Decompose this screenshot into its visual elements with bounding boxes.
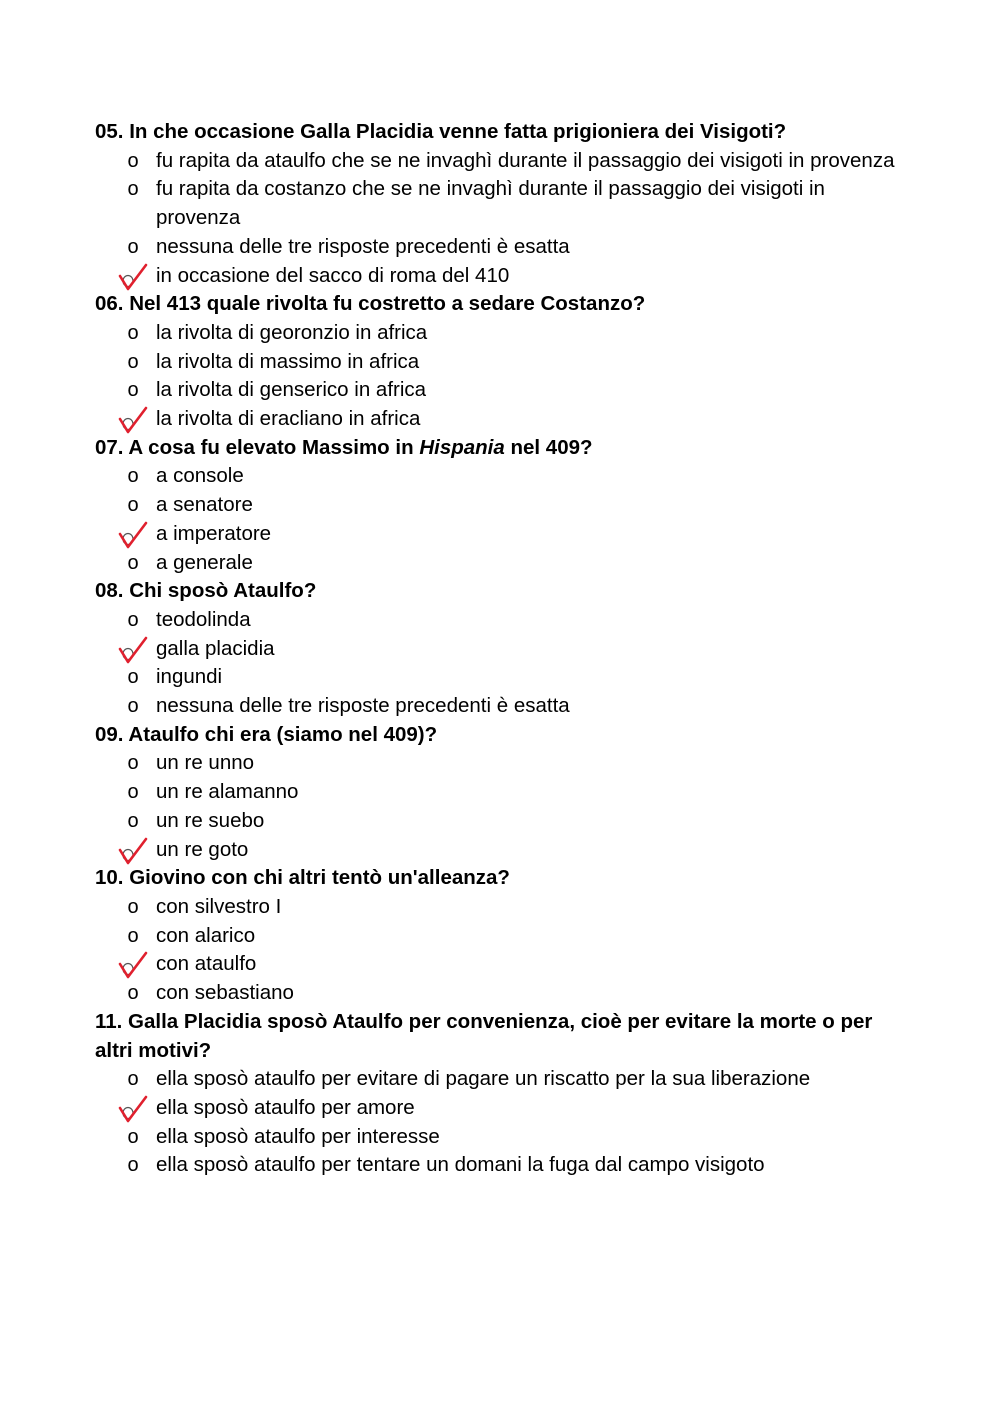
question-title [95,434,895,463]
question-title-part: nel 409? [504,435,593,459]
answer-text: ella sposò ataulfo per tentare un domani la fuga dal campo visigoto [156,1153,765,1177]
circle-bullet-icon: o [127,494,139,517]
answer-text: teodolinda [156,607,251,631]
answer-option [95,462,895,491]
answer-option [95,922,895,951]
question-title: 09. Ataulfo chi era (siamo nel 409)? [95,722,438,746]
answer-option [95,405,895,434]
answer-option [95,950,895,979]
answer-options [95,319,895,434]
check-mark-icon [118,263,148,291]
answer-option [95,807,895,836]
answer-text: nessuna delle tre risposte precedenti è esatta [156,234,570,258]
answer-options [95,606,895,721]
answer-option [95,893,895,922]
answer-text: un re unno [156,751,255,775]
answer-text: con ataulfo [156,952,257,976]
answer-text: a imperatore [156,521,272,545]
circle-bullet-icon: o [127,752,139,775]
answer-text: con sebastiano [156,981,294,1005]
answer-option [95,663,895,692]
answer-text: a senatore [156,493,253,517]
answer-text: galla placidia [156,636,275,660]
circle-bullet-icon: o [127,781,139,804]
check-mark-icon [118,406,148,434]
answer-option [95,262,895,291]
answer-text: ella sposò ataulfo per evitare di pagare un riscatto per la sua liberazione [156,1067,811,1091]
answer-option [95,233,895,262]
answer-text: a generale [156,550,253,574]
circle-bullet-icon: o [127,666,139,689]
check-mark-icon [118,951,148,979]
circle-bullet-icon: o [127,1125,139,1148]
answer-option [95,520,895,549]
answer-option [95,778,895,807]
answer-options [95,1065,895,1180]
check-mark-icon [118,521,148,549]
answer-text: la rivolta di eracliano in africa [156,407,421,431]
answer-text: fu rapita da ataulfo che se ne invaghì durante il passaggio dei visigoti in provenza [156,148,895,172]
answer-text: fu rapita da costanzo che se ne invaghì durante il passaggio dei visigoti in provenza [156,177,825,230]
circle-bullet-icon: o [127,695,139,718]
answer-options [95,462,895,577]
answer-text: ingundi [156,665,223,689]
answer-option [95,606,895,635]
answer-text: con alarico [156,923,256,947]
check-mark-icon [118,837,148,865]
answer-text: un re suebo [156,808,265,832]
answer-option [95,836,895,865]
answer-option [95,175,895,232]
answer-option [95,1123,895,1152]
answer-text: un re goto [156,837,249,861]
check-mark-icon [118,1095,148,1123]
circle-bullet-icon: o [127,809,139,832]
answer-text: in occasione del sacco di roma del 410 [156,263,510,287]
question-title: 05. In che occasione Galla Placidia venne fatta prigioniera dei Visigoti? [95,120,787,143]
answer-text: la rivolta di massimo in africa [156,349,420,373]
answer-option [95,1065,895,1094]
answer-option [95,319,895,348]
answer-option [95,979,895,1008]
circle-bullet-icon: o [127,1068,139,1091]
answer-option [95,348,895,377]
circle-bullet-icon: o [127,1154,139,1177]
answer-text: con silvestro I [156,894,282,918]
circle-bullet-icon: o [127,465,139,488]
circle-bullet-icon: o [127,235,139,258]
answer-option [95,549,895,578]
quiz-page [95,118,895,1180]
answer-option [95,749,895,778]
question-title: 08. Chi sposò Ataulfo? [95,579,317,603]
circle-bullet-icon: o [127,350,139,373]
question-title: 06. Nel 413 quale rivolta fu costretto a sedare Costanzo? [95,292,646,316]
answer-option [95,1094,895,1123]
question-title-part: 07. A cosa fu elevato Massimo in [95,435,420,459]
answer-text: un re alamanno [156,780,299,804]
answer-text: ella sposò ataulfo per amore [156,1095,415,1119]
circle-bullet-icon: o [127,551,139,574]
check-mark-icon [118,636,148,664]
answer-text: a console [156,464,244,488]
answer-option [95,147,895,176]
question-title: 10. Giovino con chi altri tentò un'alleanza? [95,866,510,890]
answer-option [95,635,895,664]
circle-bullet-icon: o [127,895,139,918]
answer-option [95,491,895,520]
answer-text: la rivolta di georonzio in africa [156,320,428,344]
question-title-italic: Hispania [419,435,505,459]
answer-option [95,376,895,405]
circle-bullet-icon: o [127,379,139,402]
question-title: 11. Galla Placidia sposò Ataulfo per convenienza, cioè per evitare la morte o per altri motivi? [95,1009,873,1062]
circle-bullet-icon: o [127,982,139,1005]
answer-options [95,893,895,1008]
answer-options [95,749,895,864]
circle-bullet-icon: o [127,321,139,344]
circle-bullet-icon: o [127,608,139,631]
circle-bullet-icon: o [127,924,139,947]
circle-bullet-icon: o [127,178,139,201]
answer-text: nessuna delle tre risposte precedenti è esatta [156,694,570,718]
answer-option [95,1151,895,1180]
answer-text: ella sposò ataulfo per interesse [156,1124,440,1148]
answer-text: la rivolta di genserico in africa [156,378,427,402]
circle-bullet-icon: o [127,149,139,172]
answer-option [95,692,895,721]
answer-options [95,147,895,291]
